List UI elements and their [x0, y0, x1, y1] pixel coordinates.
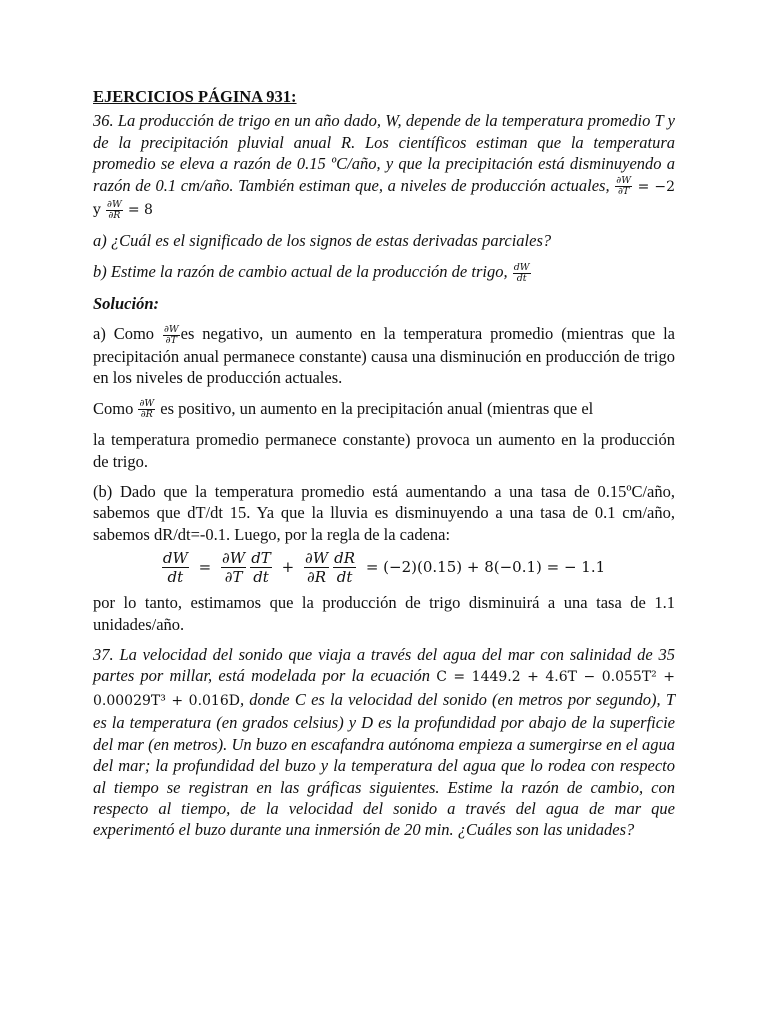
- solution-a-prefix: a) Como: [93, 323, 155, 343]
- fraction-denominator: ∂T: [224, 568, 243, 587]
- fraction-numerator: ∂W: [222, 549, 246, 568]
- partial-w-r-fraction: [304, 549, 329, 586]
- exercise-36-statement: [93, 110, 675, 221]
- fraction-numerator: ∂W: [304, 549, 329, 568]
- solution-a: [93, 323, 675, 389]
- fraction-denominator: ∂T: [618, 186, 630, 198]
- page-heading: EJERCICIOS PÁGINA 931:: [93, 87, 297, 106]
- fraction-numerator: ∂W: [107, 198, 122, 210]
- exercise-36-part-a: a) ¿Cuál es el significado de los signos de estas derivadas parciales?: [93, 231, 552, 251]
- exercise-37-formula: C = 1449.2 + 4.6T − 0.055T² + 0.00029T³ + 0.016D: [93, 669, 676, 709]
- part-b-text: b) Estime la razón de cambio actual de la producción de trigo,: [93, 261, 508, 281]
- fraction-denominator: dt: [167, 568, 184, 587]
- partial-w-t-fraction: [221, 549, 246, 586]
- dw-dt-fraction: [162, 549, 189, 586]
- dt-dt-fraction: [250, 549, 272, 586]
- document-page: [93, 86, 675, 850]
- fraction-numerator: ∂W: [616, 175, 631, 187]
- fraction-numerator: dW: [162, 549, 188, 568]
- solution-a-text: es negativo, un aumento en la temperatura promedio (mientras que la precipitación anual permanece constante) causa una disminución en producción de trigo en los niveles de producción actuales.: [93, 323, 675, 388]
- fraction-denominator: dt: [516, 272, 527, 284]
- fraction-denominator: ∂R: [307, 568, 327, 587]
- fraction-numerator: dW: [513, 261, 530, 273]
- fraction-denominator: dt: [336, 568, 353, 587]
- solution-a2: [93, 398, 675, 421]
- solution-b: (b) Dado que la temperatura promedio está aumentando a una tasa de 0.15ºC/año, sabemos que dT/dt 15. Ya que la lluvia es disminuyendo a una tasa de 0.1 cm/año, sabemos dR/dt=-0.1. Luego, por la regla de la cadena:: [93, 482, 675, 544]
- solution-a-fraction: [163, 325, 180, 346]
- solution-a2-fraction: [138, 399, 155, 420]
- dr-dt-fraction: [333, 549, 356, 586]
- exercise-36-text: 36. La producción de trigo en un año dado, W, depende de la temperatura promedio T y de la precipitación pluvial anual R. Los científicos estiman que la temperatura promedio se eleva a razón de 0.15 ºC/año, y que la precipitación está disminuyendo a razón de 0.1 cm/año. También estiman que, a niveles de producción actuales,: [93, 111, 675, 195]
- fraction-denominator: ∂R: [108, 209, 121, 221]
- fraction-numerator: ∂W: [163, 323, 179, 335]
- solution-a3: la temperatura promedio permanece constante) provoca un aumento en la producción de trigo.: [93, 430, 675, 471]
- fraction-denominator: ∂R: [140, 409, 153, 421]
- fraction-denominator: dt: [253, 568, 269, 587]
- equation-part-2: = 8: [127, 202, 153, 219]
- equation-rhs: = (−2)(0.15) + 8(−0.1) = − 1.1: [365, 557, 606, 576]
- solution-conclusion: por lo tanto, estimamos que la producción de trigo disminuirá a una tasa de 1.1 unidades/año.: [93, 593, 675, 634]
- chain-rule-equation: [93, 549, 675, 586]
- fraction-denominator: ∂T: [165, 334, 177, 346]
- exercise-37-part2: , donde C es la velocidad del sonido (en metros por segundo), T es la temperatura (en grados celsius) y D es la profundidad por abajo de la superficie del mar (en metros). Un buzo en escafandra autónoma empieza a sumergirse en el agua del mar; la profundidad del buzo y la temperatura del agua que lo rodea con respecto al tiempo se registran en las gráficas siguientes. Estime la razón de cambio, con respecto al tiempo, de la velocidad del sonido a través del agua de mar que experimentó el buzo durante una inmersión de 20 min. ¿Cuáles son las unidades?: [93, 689, 675, 840]
- partial-w-r-fraction: [106, 200, 123, 221]
- exercise-37-part1: 37. La velocidad del sonido que viaja a través del agua del mar con salinidad de 35 partes por millar, está modelada por la ecuación: [93, 645, 675, 686]
- partial-w-t-fraction: [615, 176, 632, 197]
- fraction-numerator: ∂W: [139, 398, 155, 410]
- exercise-36-part-b: [93, 261, 675, 284]
- fraction-numerator: dR: [334, 549, 356, 568]
- equation-part-1: = −2 y: [93, 178, 675, 219]
- exercise-37-statement: [93, 644, 675, 841]
- solution-a2-text: es positivo, un aumento en la precipitación anual (mientras que el: [160, 398, 594, 418]
- solution-a2-prefix: Como: [93, 398, 134, 418]
- equals-sign: =: [198, 557, 212, 576]
- plus-sign: +: [281, 557, 295, 576]
- fraction-numerator: dT: [251, 549, 271, 568]
- total-derivative-fraction: [513, 263, 531, 284]
- solution-title: Solución:: [93, 293, 160, 313]
